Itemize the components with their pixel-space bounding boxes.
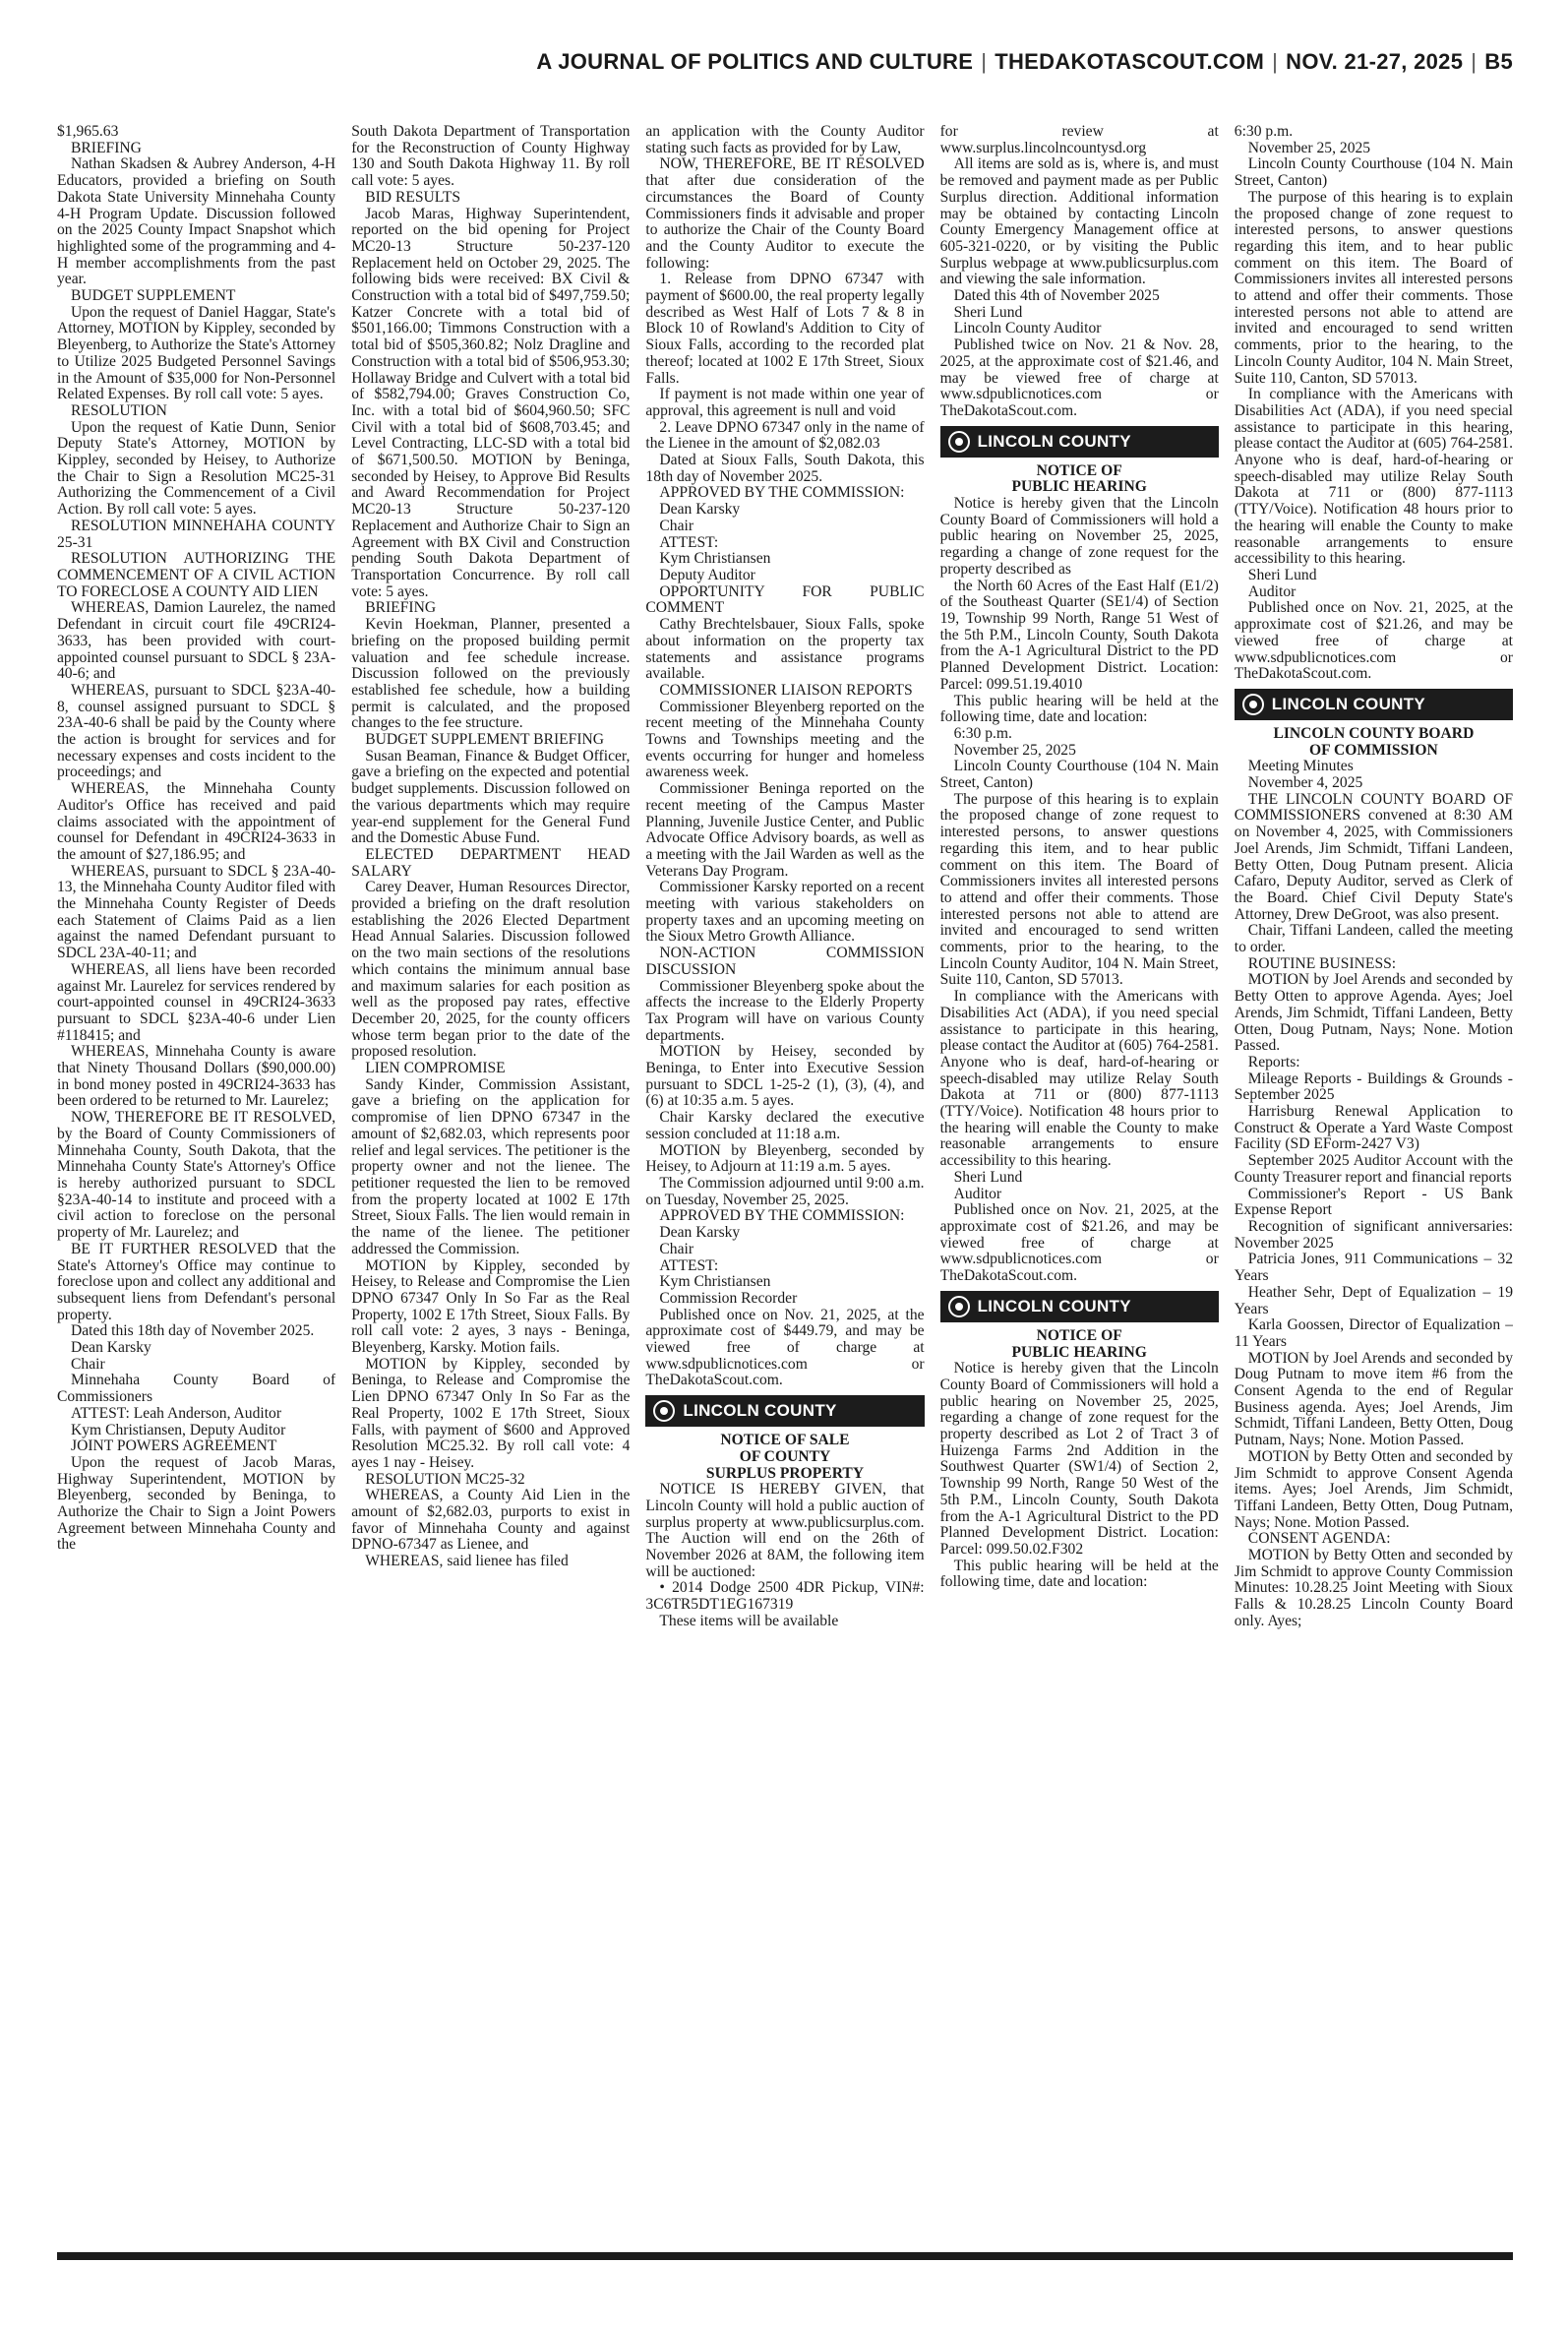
paragraph: CONSENT AGENDA:: [1247, 1530, 1391, 1548]
county-seal-icon: [948, 431, 970, 453]
column-2: [351, 124, 630, 2243]
issue-date: NOV. 21-27, 2025: [1286, 49, 1464, 74]
county-seal-icon: [948, 1296, 970, 1317]
paragraph: MOTION by Kippley, seconded by Heisey, to Release and Compromise the Lien DPNO 67347 Only In So Far as the Real Property, 1002 E 17th Street, Sioux Falls. By roll call vote: 2 ayes, 3 nays - Beninga, Bleyenberg, Karsky. Motion fails.: [351, 1256, 631, 1357]
paragraph: Reports:: [1247, 1053, 1300, 1071]
banner-label: LINCOLN COUNTY: [683, 1401, 837, 1421]
paragraph: These items will be available: [659, 1612, 839, 1629]
paragraph: MOTION by Heisey, seconded by Beninga, to Enter into Executive Session pursuant to SDCL 1-25-2 (1), (3), (4), and (6) at 10:35 a.m. 5 ayes.: [645, 1043, 925, 1110]
paragraph: RESOLUTION AUTHORIZING THE COMMENCEMENT OF A CIVIL ACTION TO FORECLOSE A COUNTY AID LIEN: [57, 550, 336, 600]
paragraph: ATTEST: Leah Anderson, Auditor: [71, 1404, 282, 1422]
paragraph: WHEREAS, all liens have been recorded against Mr. Laurelez for services rendered by court-appointed counsel in 49CRI24-3633 pursuant to SDCL §23A-40-6 under Lien #118415; and: [57, 960, 336, 1044]
paragraph: Commission Recorder: [659, 1289, 798, 1307]
paragraph: 1. Release from DPNO 67347 with payment of $600.00, the real property legally described as West Half of Lots 7 & 8 in Block 10 of Rowland's Addition to City of Sioux Falls, according to the recorded plat thereof; located at 1002 E 17th Street, Sioux Falls.: [645, 271, 925, 387]
paragraph: 2. Leave DPNO 67347 only in the name of the Lienee in the amount of $2,082.03: [645, 418, 925, 453]
paragraph: The purpose of this hearing is to explain the proposed change of zone request to interested persons, to answer questions regarding this item, and to hear public comment on this item. The Board of Commissioners invites all interested persons to attend and offer their comments. Those interested persons not able to attend are invited and encouraged to send written comments, prior to the hearing, to the Lincoln County Auditor, 104 N. Main Street, Suite 110, Canton, SD 57013.: [1234, 188, 1513, 387]
paragraph: Sheri Lund: [953, 303, 1023, 321]
paragraph: Lincoln County Auditor: [953, 320, 1102, 337]
paragraph: Published once on Nov. 21, 2025, at the approximate cost of $449.79, and may be viewed free of charge at www.sdpublicnotices.com or TheDakotaScout.com.: [645, 1306, 925, 1389]
paragraph: 6:30 p.m.: [953, 724, 1012, 742]
paragraph: WHEREAS, Minnehaha County is aware that Ninety Thousand Dollars ($90,000.00) in bond money posted in 49CRI24-3633 has been ordered to be returned to Mr. Laurelez;: [57, 1043, 336, 1110]
paragraph: an application with the County Auditor stating such facts as provided for by Law,: [645, 124, 925, 156]
paragraph: ATTEST:: [659, 1256, 719, 1274]
notice-heading: LINCOLN COUNTY BOARD: [1273, 724, 1475, 742]
paragraph: Dated this 4th of November 2025: [953, 287, 1160, 305]
paragraph: Chair: [71, 1355, 105, 1373]
paragraph: Meeting Minutes: [1247, 758, 1354, 775]
notice-heading: OF COMMISSION: [1309, 741, 1438, 759]
notice-heading: OF COUNTY: [739, 1447, 831, 1465]
paragraph: NOTICE IS HEREBY GIVEN, that Lincoln County will hold a public auction of surplus property at www.publicsurplus.com. The Auction will end on the 26th of November 2026 at 8AM, the following item will be auctioned:: [645, 1481, 925, 1580]
paragraph: COMMISSIONER LIAISON REPORTS: [659, 681, 913, 699]
county-seal-icon: [1242, 694, 1264, 715]
paragraph: Commissioner Karsky reported on a recent meeting with various stakeholders on property taxes and an upcoming meeting on the Sioux Metro Growth Alliance.: [645, 879, 925, 946]
paragraph: Minnehaha County Board of Commissioners: [57, 1372, 336, 1406]
paragraph: September 2025 Auditor Account with the County Treasurer report and financial reports: [1234, 1152, 1513, 1186]
paragraph: Auditor: [1247, 582, 1297, 600]
paragraph: Dean Karsky: [71, 1339, 151, 1357]
paragraph: Dean Karsky: [659, 1224, 741, 1242]
paragraph: MOTION by Joel Arends and seconded by Doug Putnam to move item #6 from the Consent Agenda to the end of Regular Business agenda. Ayes; Joel Arends, Jim Schmidt, Tiffani Landeen, Betty Otten, Doug Putnam, Nays; None. Motion Passed.: [1234, 1349, 1513, 1449]
column-3: [645, 124, 924, 2243]
paragraph: November 25, 2025: [1247, 139, 1371, 156]
paragraph: WHEREAS, the Minnehaha County Auditor's Office has received and paid claims associated with the appointment of counsel for Defendant in 49CRI24-3633 in the amount of $27,186.95; and: [57, 780, 336, 863]
paragraph: the North 60 Acres of the East Half (E1/2) of the Southeast Quarter (SE1/4) of Section 19, Township 99 North, Range 51 West of the 5th P.M., Lincoln County, South Dakota from the A-1 Agricultural District to the PD Planned Development District. Location: Parcel: 099.51.19.4010: [939, 577, 1219, 693]
paragraph: OPPORTUNITY FOR PUBLIC COMMENT: [645, 582, 925, 617]
banner-label: LINCOLN COUNTY: [977, 1296, 1131, 1315]
paragraph: Commissioner Bleyenberg reported on the recent meeting of the Minnehaha County Towns and Townships meeting and the events occurring for hunger and homeless awareness week.: [645, 698, 925, 781]
county-seal-icon: [653, 1400, 675, 1422]
paragraph: Harrisburg Renewal Application to Construct & Operate a Yard Waste Compost Facility (SD EForm-2427 V3): [1234, 1103, 1513, 1153]
paragraph: November 4, 2025: [1247, 774, 1363, 792]
column-5: [1235, 124, 1513, 2243]
paragraph: LIEN COMPROMISE: [365, 1060, 506, 1077]
paragraph: WHEREAS, said lienee has filed: [365, 1553, 569, 1570]
paragraph: MOTION by Bleyenberg, seconded by Heisey, to Adjourn at 11:19 a.m. 5 ayes.: [645, 1141, 925, 1176]
paragraph: Patricia Jones, 911 Communications – 32 Years: [1234, 1251, 1513, 1285]
paragraph: WHEREAS, pursuant to SDCL §23A-40-8, counsel assigned pursuant to SDCL § 23A-40-6 shall be paid by the County where the action is brought for services and for necessary expenses and costs incident to the proceedings; and: [57, 681, 336, 781]
paragraph: BUDGET SUPPLEMENT BRIEFING: [365, 731, 605, 749]
paragraph: RESOLUTION MINNEHAHA COUNTY 25-31: [57, 517, 336, 551]
paragraph: APPROVED BY THE COMMISSION:: [659, 484, 905, 502]
paragraph: Commissioner Beninga reported on the recent meeting of the Campus Master Planning, Juvenile Justice Center, and Public Advocate Office Advisory boards, as well as a meeting with the Jail Warden as well as the Veterans Day Program.: [645, 780, 925, 880]
page-folio: [0, 49, 1513, 75]
page-number: B5: [1484, 49, 1513, 74]
paragraph: 6:30 p.m.: [1234, 124, 1294, 140]
paragraph: Carey Deaver, Human Resources Director, provided a briefing on the draft resolution establishing the 2026 Elected Department Head Annual Salaries. Discussion followed on the two main sections of the resolutions which contains the minimum annual base and maximum salaries for each position as well as the proposed pay rates, effective December 20, 2025, for the county officers whose term began prior to the date of the proposed resolution.: [351, 879, 631, 1061]
paragraph: Lincoln County Courthouse (104 N. Main Street, Canton): [939, 758, 1219, 792]
section-banner: [940, 426, 1219, 458]
section-banner: [940, 1291, 1219, 1322]
section-banner: [1235, 689, 1513, 720]
folio-separator: |: [981, 49, 988, 74]
banner-label: LINCOLN COUNTY: [1271, 694, 1426, 713]
paragraph: RESOLUTION MC25-32: [365, 1470, 525, 1488]
paragraph: $1,965.63: [57, 124, 119, 140]
column-1: [57, 124, 335, 2243]
masthead-tagline: A JOURNAL OF POLITICS AND CULTURE: [536, 49, 974, 74]
paragraph: THE LINCOLN COUNTY BOARD OF COMMISSIONERS convened at 8:30 AM on November 4, 2025, with Commissioners Joel Arends, Jim Schmidt, Tiffani Landeen, Betty Otten, Doug Putnam present. Alicia Cafaro, Deputy Auditor, served as Clerk of the Board. Chief Civil Deputy State's Attorney, Drew DeGroot, was also present.: [1234, 790, 1513, 923]
paragraph: Notice is hereby given that the Lincoln County Board of Commissioners will hold a public hearing on November 25, 2025, regarding a change of zone request for the property described as Lot 2 of Tract 3 of Huizenga Farms 2nd Addition in the Southwest Quarter (SW1/4) of Section 2, Township 99 North, Range 50 West of the 5th P.M., Lincoln County, South Dakota from the A-1 Agricultural District to the PD Planned Development District. Location: Parcel: 099.50.02.F302: [939, 1360, 1219, 1558]
paragraph: Commissioner Bleyenberg spoke about the affects the increase to the Elderly Property Tax Program will have on various County departments.: [645, 977, 925, 1044]
paragraph: Cathy Brechtelsbauer, Sioux Falls, spoke about information on the property tax statements and assistance programs available.: [645, 616, 925, 683]
paragraph: Commissioner's Report - US Bank Expense Report: [1234, 1185, 1513, 1219]
paragraph: WHEREAS, pursuant to SDCL § 23A-40-13, the Minnehaha County Auditor filed with the Minnehaha County Register of Deeds each Statement of Claims Paid as a lien against the named Defendant pursuant to SDCL 23A-40-11; and: [57, 862, 336, 962]
paragraph: NOW, THEREFORE, BE IT RESOLVED that after due consideration of the circumstances the Board of County Commissioners finds it advisable and proper to authorize the Chair of the County Board and the County Auditor to execute the following:: [645, 155, 925, 272]
paragraph: NON-ACTION COMMISSION DISCUSSION: [645, 945, 925, 978]
paragraph: MOTION by Joel Arends and seconded by Betty Otten to approve Agenda. Ayes; Joel Arends, Jim Schmidt, Tiffani Landeen, Betty Otten, Doug Putnam, Nays; None. Motion Passed.: [1234, 971, 1513, 1055]
site-url[interactable]: THEDAKOTASCOUT.COM: [995, 49, 1265, 74]
bottom-rule: [57, 2252, 1513, 2260]
notice-heading: SURPLUS PROPERTY: [705, 1464, 865, 1482]
paragraph: Heather Sehr, Dept of Equalization – 19 Years: [1234, 1283, 1513, 1317]
folio-separator: |: [1471, 49, 1478, 74]
paragraph: ATTEST:: [659, 533, 719, 551]
paragraph: Mileage Reports - Buildings & Grounds - September 2025: [1234, 1070, 1513, 1104]
paragraph: Dated at Sioux Falls, South Dakota, this 18th day of November 2025.: [645, 452, 925, 485]
paragraph: Karla Goossen, Director of Equalization – 11 Years: [1234, 1316, 1513, 1350]
paragraph: If payment is not made within one year of approval, this agreement is null and void: [645, 386, 925, 419]
banner-label: LINCOLN COUNTY: [977, 431, 1131, 451]
notice-heading: NOTICE OF SALE: [720, 1432, 850, 1449]
text-columns: [57, 124, 1513, 2243]
paragraph: ROUTINE BUSINESS:: [1247, 954, 1397, 972]
section-banner: [645, 1395, 924, 1427]
paragraph: Chair: [659, 1240, 694, 1257]
paragraph: Nathan Skadsen & Aubrey Anderson, 4-H Educators, provided a briefing on South Dakota State University Minnehaha County 4-H Program Update. Discussion followed on the 2025 County Impact Snapshot which highlighted some of the programming and 4-H member accomplishments from the past year.: [57, 155, 336, 288]
paragraph: Dean Karsky: [659, 501, 741, 519]
paragraph: This public hearing will be held at the following time, date and location:: [939, 1557, 1219, 1591]
notice-heading: PUBLIC HEARING: [1011, 478, 1147, 496]
paragraph: BRIEFING: [365, 599, 437, 617]
paragraph: Jacob Maras, Highway Superintendent, reported on the bid opening for Project MC20-13 Structure 50-237-120 Replacement held on October 29, 2025. The following bids were received: BX Civil & Construction with a total bid of $497,759.50; Katzer Concrete with a total bid of $501,166.00; Timmons Construction with a total bid of $505,360.82; Nolz Dragline and Construction with a total bid of $506,953.30; Hollaway Bridge and Culvert with a total bid of $582,794.00; Graves Construction Co, Inc. with a total bid of $604,960.50; SFC Civil with a total bid of $608,703.45; and Level Contracting, LLC-SD with a total bid of $671,500.50. MOTION by Beninga, seconded by Heisey, to Approve Bid Results and Award Recommendation for Project MC20-13 Structure 50-237-120 Replacement and Authorize Chair to Sign an Agreement with BX Civil and Construction pending South Dakota Department of Transportation Concurrence. By roll call vote: 5 ayes.: [351, 205, 631, 600]
paragraph: ELECTED DEPARTMENT HEAD SALARY: [351, 845, 631, 880]
paragraph: Dated this 18th day of November 2025.: [71, 1322, 315, 1340]
paragraph: BID RESULTS: [365, 188, 461, 206]
paragraph: Upon the request of Katie Dunn, Senior Deputy State's Attorney, MOTION by Kippley, seconded by Heisey, to Authorize the Chair to Sign a Resolution MC25-31 Authorizing the Commencement of a Civil Action. By roll call vote: 5 ayes.: [57, 418, 336, 519]
paragraph: Notice is hereby given that the Lincoln County Board of Commissioners will hold a public hearing on November 25, 2025, regarding a change of zone request for the property described as: [939, 495, 1219, 578]
paragraph: Chair, Tiffani Landeen, called the meeting to order.: [1234, 922, 1513, 956]
paragraph: November 25, 2025: [953, 741, 1076, 759]
column-4: [940, 124, 1219, 2243]
paragraph: Kym Christiansen, Deputy Auditor: [71, 1421, 286, 1438]
paragraph: BRIEFING: [71, 139, 142, 156]
paragraph: Deputy Auditor: [659, 566, 755, 583]
paragraph: Auditor: [953, 1185, 1002, 1202]
paragraph: BE IT FURTHER RESOLVED that the State's Attorney's Office may continue to foreclose upon and collect any additional and subsequent liens from Defendant's personal property.: [57, 1240, 336, 1323]
paragraph: NOW, THEREFORE BE IT RESOLVED, by the Board of County Commissioners of Minnehaha County, South Dakota, that the Minnehaha County State's Attorney's Office is hereby authorized pursuant to SDCL §23A-40-14 to institute and proceed with a civil action to foreclose on the personal property of Mr. Laurelez; and: [57, 1109, 336, 1242]
paragraph: In compliance with the Americans with Disabilities Act (ADA), if you need special assistance to participate in this hearing, please contact the Auditor at (605) 764-2581. Anyone who is deaf, hard-of-hearing or speech-disabled may utilize Relay South Dakota at 711 or (800) 877-1113 (TTY/Voice). Notification 48 hours prior to the hearing will enable the County to make reasonable arrangements to ensure accessibility to this hearing.: [939, 988, 1219, 1170]
paragraph: MOTION by Betty Otten and seconded by Jim Schmidt to approve Consent Agenda items. Ayes; Joel Arends, Jim Schmidt, Tiffani Landeen, Betty Otten, Doug Putnam, Nays; None. Motion Passed.: [1234, 1447, 1513, 1531]
notice-heading: NOTICE OF: [1036, 1326, 1122, 1344]
notice-heading: NOTICE OF: [1036, 461, 1122, 479]
paragraph: The purpose of this hearing is to explain the proposed change of zone request to interested persons, to answer questions regarding this item, and to hear public comment on this item. The Board of Commissioners invites all interested persons to attend and offer their comments. Those interested persons not able to attend are invited and encouraged to send written comments, prior to the hearing, to the Lincoln County Auditor, 104 N. Main Street, Suite 110, Canton, SD 57013.: [939, 790, 1219, 989]
paragraph: Upon the request of Daniel Haggar, State's Attorney, MOTION by Kippley, seconded by Bleyenberg, to Authorize the State's Attorney to Utilize 2025 Budgeted Personnel Savings in the Amount of $35,000 for Non-Personnel Related Expenses. By roll call vote: 5 ayes.: [57, 303, 336, 403]
paragraph: WHEREAS, Damion Laurelez, the named Defendant in circuit court file 49CRI24-3633, has been provided with court-appointed counsel pursuant to SDCL § 23A-40-6; and: [57, 599, 336, 683]
folio-separator: |: [1272, 49, 1279, 74]
paragraph: South Dakota Department of Transportation for the Reconstruction of County Highway 130 and South Dakota Highway 11. By roll call vote: 5 ayes.: [351, 124, 631, 190]
paragraph: Kevin Hoekman, Planner, presented a briefing on the proposed building permit valuation and fee schedule increase. Discussion followed on the previously established fee schedule, how a building permit is calculated, and the proposed changes to the fee structure.: [351, 616, 631, 732]
paragraph: Sandy Kinder, Commission Assistant, gave a briefing on the application for compromise of lien DPNO 67347 in the amount of $2,682.03, which represents poor relief and legal services. The petitioner is the property owner and not the lienee. The petitioner requested the lien to be removed from the property located at 1002 E 17th Street, Sioux Falls. The lien would remain in the name of the lienee. The petitioner addressed the Commission.: [351, 1075, 631, 1257]
paragraph: MOTION by Kippley, seconded by Beninga, to Release and Compromise the Lien DPNO 67347 Only In So Far as the Real Property, 1002 E 17th Street, Sioux Falls, with payment of $600 and Approved Resolution MC25.32. By roll call vote: 4 ayes 1 nay - Heisey.: [351, 1355, 631, 1471]
paragraph: Sheri Lund: [1247, 566, 1317, 583]
paragraph: • 2014 Dodge 2500 4DR Pickup, VIN#: 3C6TR5DT1EG167319: [645, 1579, 925, 1614]
paragraph: Sheri Lund: [953, 1168, 1023, 1186]
paragraph: RESOLUTION: [71, 401, 167, 419]
paragraph: WHEREAS, a County Aid Lien in the amount of $2,682.03, purports to exist in favor of Minnehaha County and against DPNO-67347 as Lienee, and: [351, 1487, 631, 1554]
paragraph: MOTION by Betty Otten and seconded by Jim Schmidt to approve County Commission Minutes: 10.28.25 Joint Meeting with Sioux Falls & 10.28.25 Lincoln County Board only. Ayes;: [1234, 1547, 1513, 1629]
paragraph: All items are sold as is, where is, and must be removed and payment made as per Public Surplus direction. Additional information may be obtained by contacting Lincoln County Emergency Management office at 605-321-0220, or by visiting the Public Surplus webpage at www.publicsurplus.com and viewing the sale information.: [939, 155, 1219, 288]
paragraph: Chair: [659, 517, 694, 534]
paragraph: Published once on Nov. 21, 2025, at the approximate cost of $21.26, and may be viewed free of charge at www.sdpublicnotices.com or TheDakotaScout.com.: [939, 1201, 1219, 1285]
paragraph: JOINT POWERS AGREEMENT: [71, 1438, 277, 1455]
paragraph: Lincoln County Courthouse (104 N. Main Street, Canton): [1234, 155, 1513, 190]
paragraph: Kym Christiansen: [659, 550, 771, 568]
paragraph: This public hearing will be held at the following time, date and location:: [939, 692, 1219, 726]
paragraph: Kym Christiansen: [659, 1273, 771, 1291]
paragraph: Upon the request of Jacob Maras, Highway Superintendent, MOTION by Bleyenberg, seconded by Beninga, to Authorize the Chair to Sign a Joint Powers Agreement between Minnehaha County and the: [57, 1453, 336, 1554]
paragraph: APPROVED BY THE COMMISSION:: [659, 1207, 905, 1225]
paragraph: Published once on Nov. 21, 2025, at the approximate cost of $21.26, and may be viewed free of charge at www.sdpublicnotices.com or TheDakotaScout.com.: [1234, 599, 1513, 683]
paragraph: Susan Beaman, Finance & Budget Officer, gave a briefing on the expected and potential budget supplements. Discussion followed on the various departments which may require year-end supplement for the General Fund and the Domestic Abuse Fund.: [351, 747, 631, 847]
paragraph: The Commission adjourned until 9:00 a.m. on Tuesday, November 25, 2025.: [645, 1175, 925, 1208]
notice-heading: PUBLIC HEARING: [1011, 1343, 1147, 1361]
paragraph: Chair Karsky declared the executive session concluded at 11:18 a.m.: [645, 1109, 925, 1142]
paragraph: Recognition of significant anniversaries: November 2025: [1234, 1218, 1513, 1252]
paragraph: In compliance with the Americans with Disabilities Act (ADA), if you need special assistance to participate in this hearing, please contact the Auditor at (605) 764-2581. Anyone who is deaf, hard-of-hearing or speech-disabled may utilize Relay South Dakota at 711 or (800) 877-1113 (TTY/Voice). Notification 48 hours prior to the hearing will enable the County to make reasonable arrangements to ensure accessibility to this hearing.: [1234, 386, 1513, 568]
paragraph: BUDGET SUPPLEMENT: [71, 287, 236, 305]
paragraph: Published twice on Nov. 21 & Nov. 28, 2025, at the approximate cost of $21.46, and may be viewed free of charge at www.sdpublicnotices.com or TheDakotaScout.com.: [939, 337, 1219, 419]
paragraph: for review at www.surplus.lincolncountysd.org: [939, 124, 1219, 156]
